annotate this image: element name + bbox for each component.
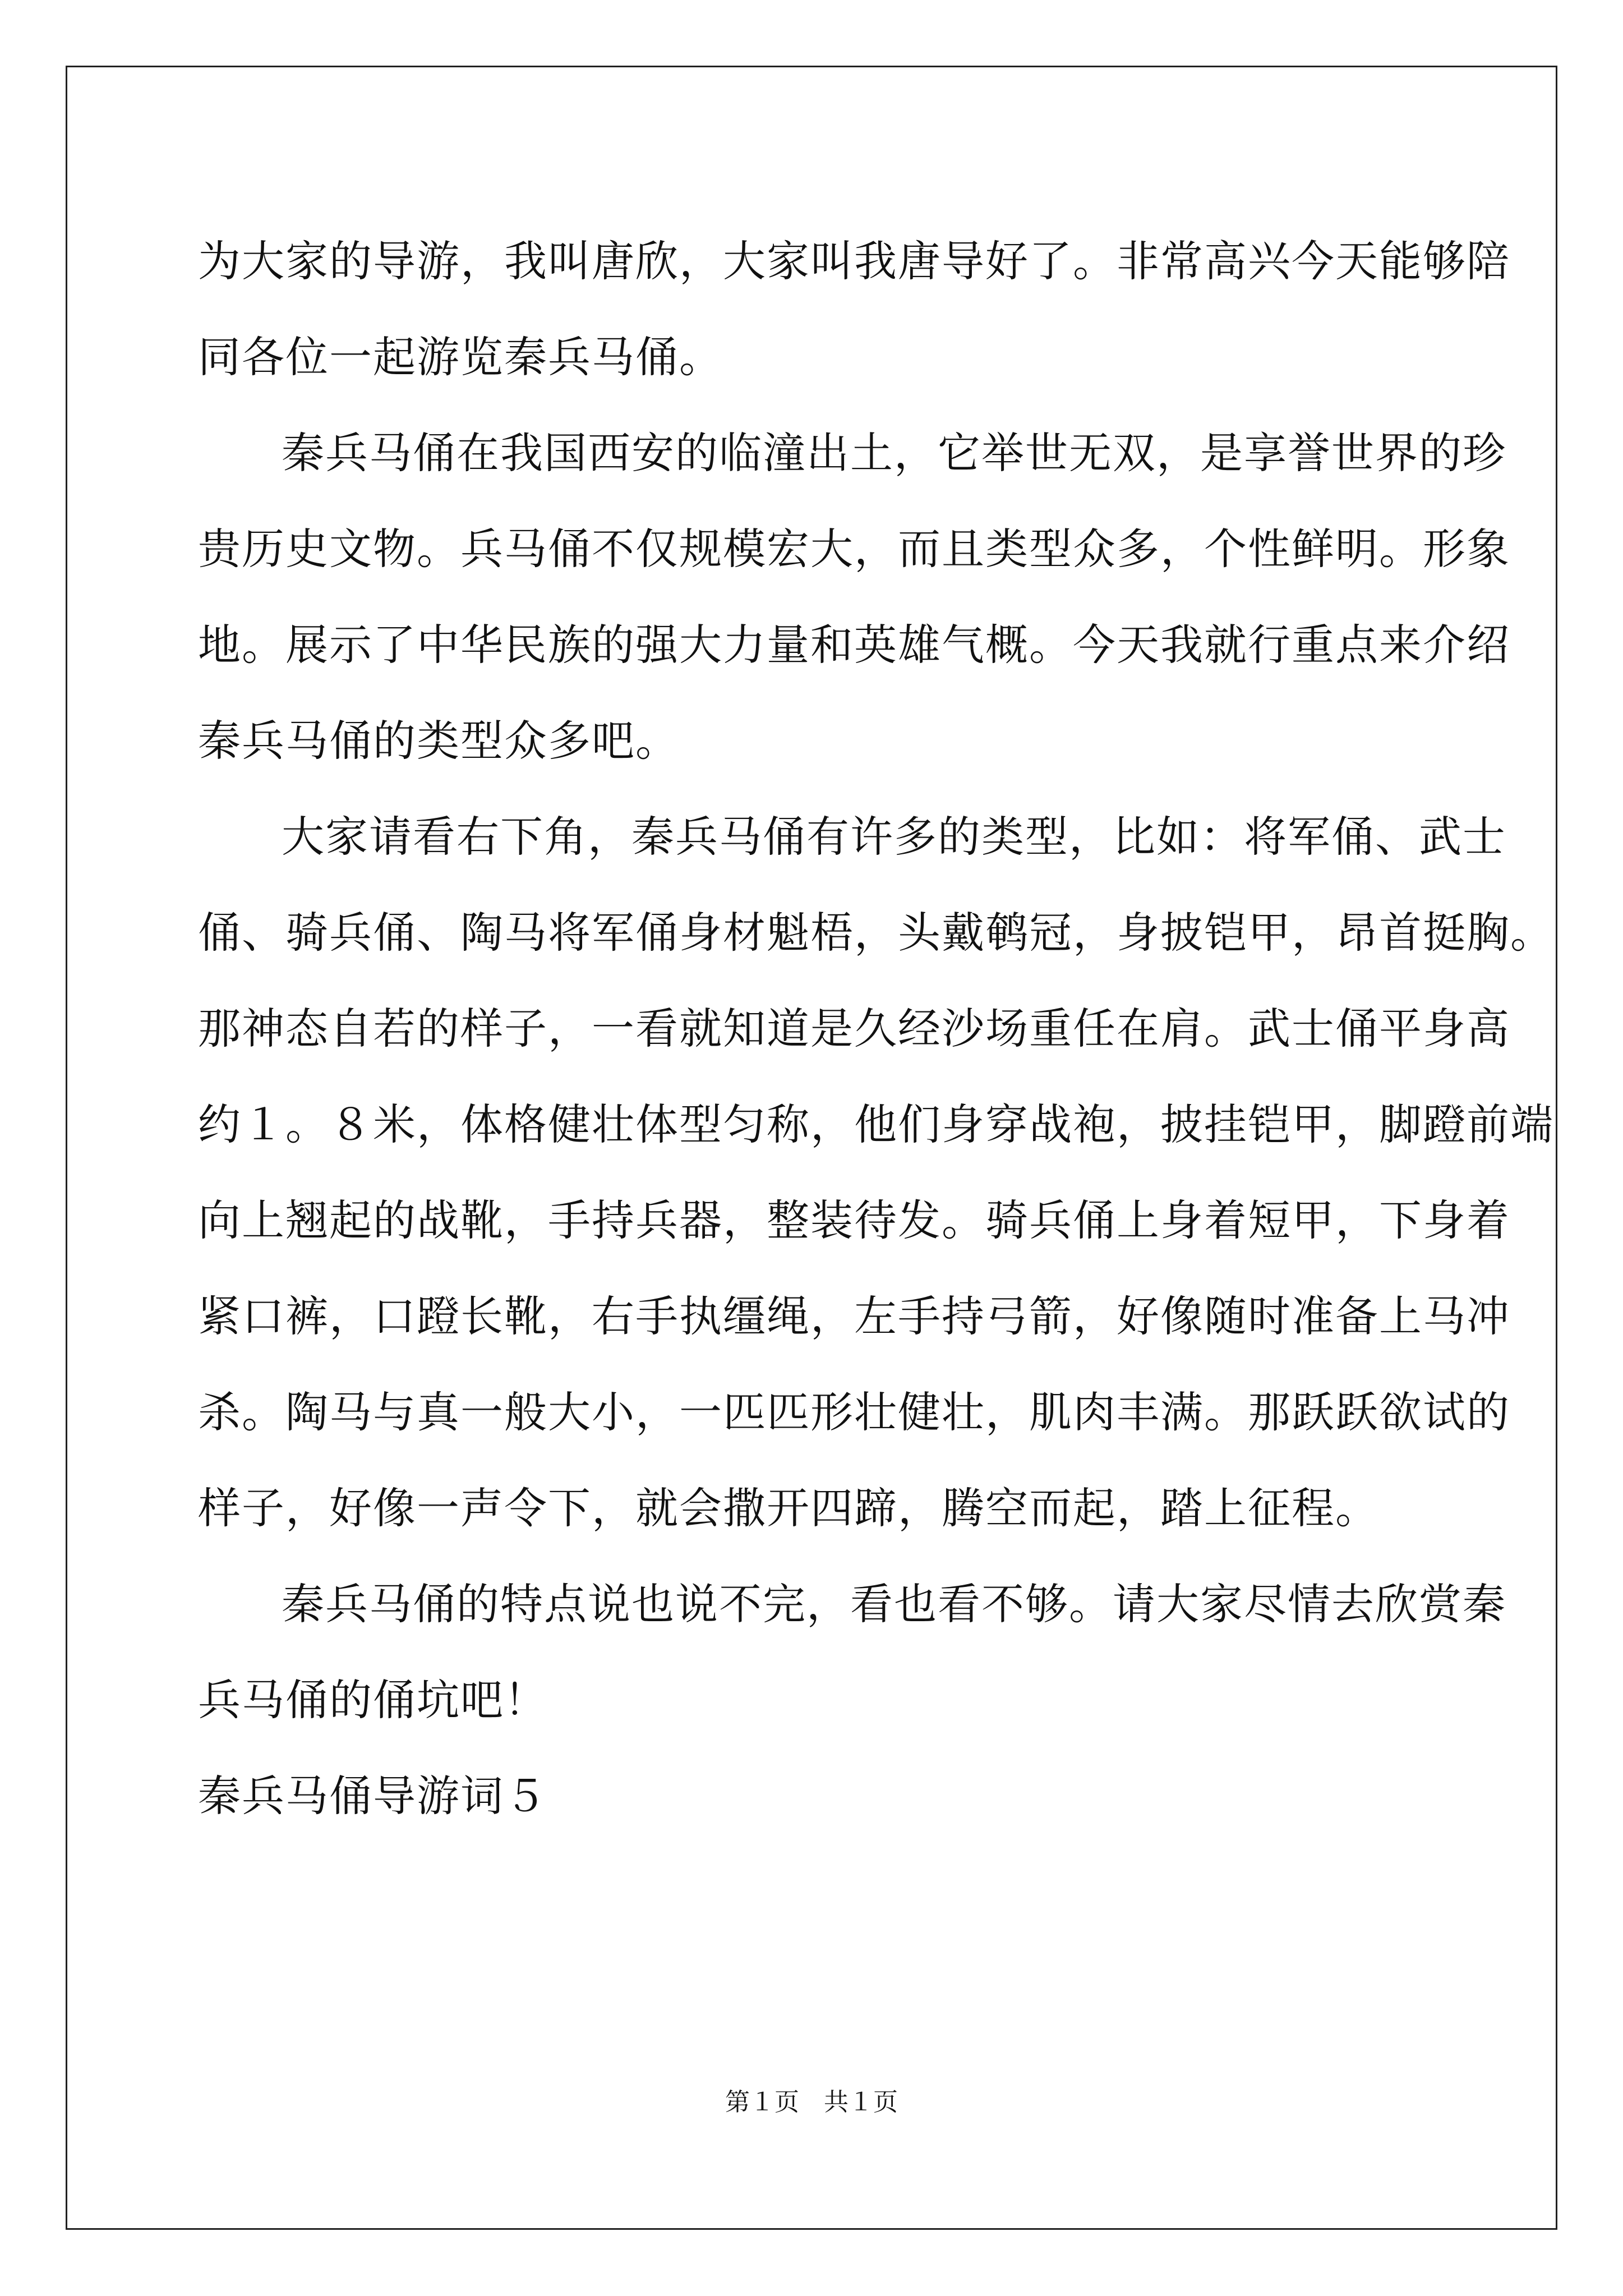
document-body (198, 213, 1554, 1844)
text-line: 同各位一起游览秦兵马俑。 (198, 332, 723, 382)
text-line: 样子，好像一声令下，就会撒开四蹄，腾空而起，踏上征程。 (198, 1483, 1379, 1533)
text-line: 约１。８米，体格健壮体型匀称，他们身穿战袍，披挂铠甲，脚蹬前端 (198, 1099, 1554, 1149)
paragraph-start-line: 秦兵马俑的特点说也说不完，看也看不够。请大家尽情去欣赏秦 (282, 1579, 1506, 1629)
text-line: 秦兵马俑的类型众多吧。 (198, 716, 679, 766)
text-line: 俑、骑兵俑、陶马将军俑身材魁梧，头戴鹌冠，身披铠甲，昂首挺胸。 (198, 908, 1554, 958)
text-line: 地。展示了中华民族的强大力量和英雄气概。今天我就行重点来介绍 (198, 620, 1510, 670)
text-line: 那神态自若的样子，一看就知道是久经沙场重任在肩。武士俑平身高 (198, 1004, 1510, 1053)
text-line: 兵马俑的俑坑吧！ (198, 1675, 548, 1725)
text-line: 杀。陶马与真一般大小，一匹匹形壮健壮，肌肉丰满。那跃跃欲试的 (198, 1387, 1510, 1437)
page-footer (0, 2086, 1623, 2119)
text-line: 紧口裤，口蹬长靴，右手执缰绳，左手持弓箭，好像随时准备上马冲 (198, 1291, 1510, 1341)
section-heading: 秦兵马俑导游词５ (198, 1771, 548, 1821)
paragraph-start-line: 秦兵马俑在我国西安的临潼出土，它举世无双，是享誉世界的珍 (282, 428, 1506, 478)
text-line: 贵历史文物。兵马俑不仅规模宏大，而且类型众多，个性鲜明。形象 (198, 524, 1510, 574)
text-line: 为大家的导游，我叫唐欣，大家叫我唐导好了。非常高兴今天能够陪 (198, 236, 1510, 286)
page-number-label: 第１页 共１页 (725, 2088, 898, 2116)
paragraph-start-line: 大家请看右下角，秦兵马俑有许多的类型，比如：将军俑、武士 (282, 812, 1506, 862)
text-line: 向上翘起的战靴，手持兵器，整装待发。骑兵俑上身着短甲，下身着 (198, 1195, 1510, 1245)
